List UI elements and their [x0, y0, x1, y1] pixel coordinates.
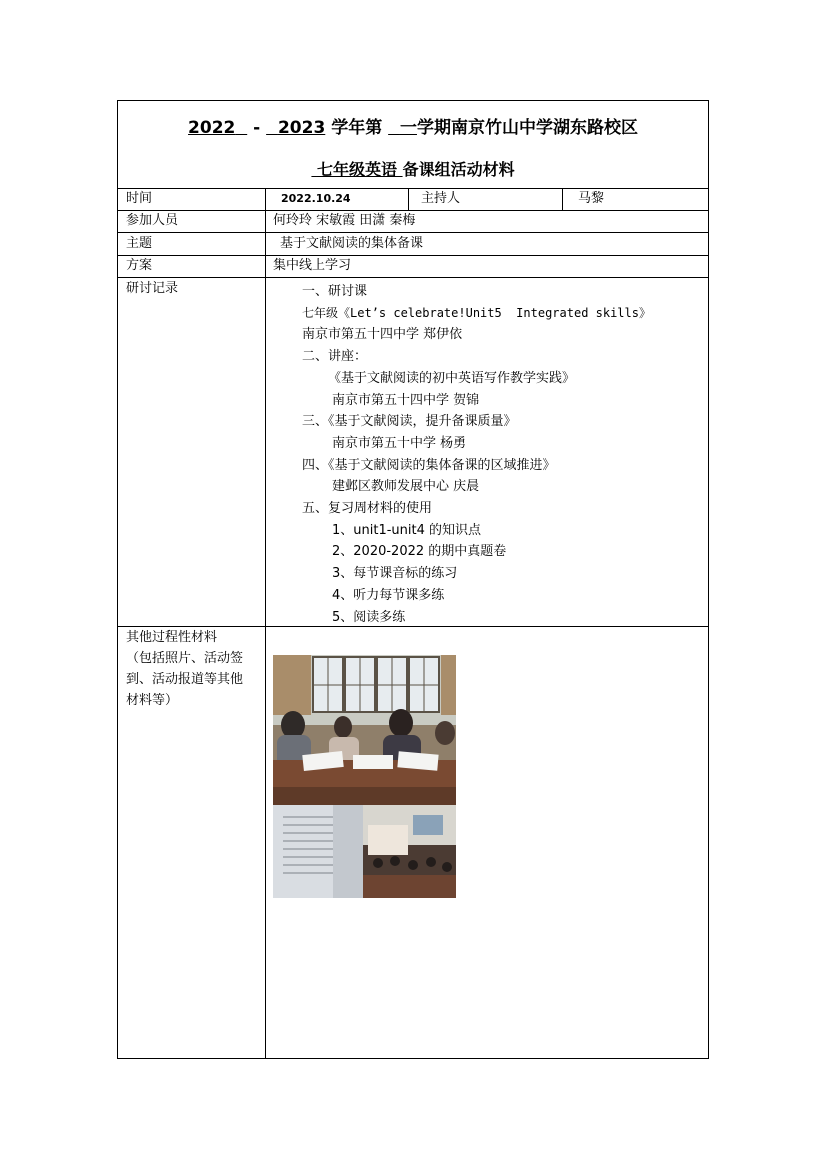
record-line: 4、听力每节课多练 — [332, 587, 445, 603]
plan-label: 方案 — [126, 258, 153, 273]
record-line: 建邺区教师发展中心 庆晨 — [332, 479, 480, 495]
lesson-group-name: 七年级英语 — [316, 160, 397, 179]
record-line: 五、复习周材料的使用 — [302, 501, 433, 517]
year-end: 2023 — [277, 118, 326, 138]
host-label: 主持人 — [421, 191, 461, 206]
row-divider — [118, 277, 708, 278]
record-line: 5、阅读多练 — [332, 609, 406, 625]
other-label-line: 其他过程性材料 — [126, 630, 218, 645]
record-line: 3、每节课音标的练习 — [332, 566, 458, 582]
records-label: 研讨记录 — [126, 281, 179, 296]
participants-label: 参加人员 — [126, 213, 179, 228]
record-line: 七年级《Let’s celebrate!Unit5 Integrated skills》 — [302, 305, 651, 320]
other-materials-label — [126, 627, 243, 711]
record-line: 《基于文献阅读的初中英语写作教学实践》 — [328, 370, 576, 386]
plan-value: 集中线上学习 — [273, 258, 352, 273]
participants-value: 何玲玲 宋敏霞 田潇 秦梅 — [273, 213, 416, 228]
host-value: 马黎 — [578, 191, 605, 206]
other-label-line: （包括照片、活动签 — [126, 651, 244, 666]
record-line: 二、讲座： — [302, 349, 368, 365]
term-number: 一 — [399, 118, 417, 138]
year-start: 2022 — [188, 118, 236, 138]
activity-record-table — [117, 100, 709, 1059]
record-line: 南京市第五十中学 杨勇 — [332, 435, 467, 451]
activity-photo — [273, 655, 456, 898]
record-line: 2、2020-2022 的期中真题卷 — [332, 544, 507, 560]
time-value: 2022.10.24 — [281, 192, 351, 205]
row-divider — [118, 188, 708, 189]
record-line: 南京市第五十四中学 郑伊依 — [302, 327, 463, 343]
record-line: 南京市第五十四中学 贺锦 — [332, 392, 480, 408]
other-label-line: 到、活动报道等其他 — [126, 672, 244, 687]
column-divider — [265, 188, 266, 1059]
row-divider — [118, 232, 708, 233]
year-dash: - — [253, 118, 261, 138]
document-title-line-1 — [118, 113, 708, 138]
time-label: 时间 — [126, 191, 153, 206]
row-divider — [118, 255, 708, 256]
academic-year-label: 学年第 — [331, 118, 383, 138]
discussion-records — [268, 281, 708, 628]
column-divider — [562, 188, 563, 210]
topic-label: 主题 — [126, 236, 153, 251]
record-line: 三、《基于文献阅读，提升备课质量》 — [302, 414, 517, 430]
material-title-suffix: 备课组活动材料 — [402, 160, 515, 179]
record-line: 一、研讨课 — [302, 284, 368, 299]
document-title-line-2 — [118, 157, 708, 180]
record-line: 四、《基于文献阅读的集体备课的区域推进》 — [302, 457, 556, 473]
other-label-line: 材料等） — [126, 693, 179, 708]
school-name: 学期南京竹山中学湖东路校区 — [416, 118, 638, 138]
record-line: 1、unit1-unit4 的知识点 — [332, 522, 482, 538]
topic-value: 基于文献阅读的集体备课 — [280, 236, 424, 251]
column-divider — [408, 188, 409, 210]
